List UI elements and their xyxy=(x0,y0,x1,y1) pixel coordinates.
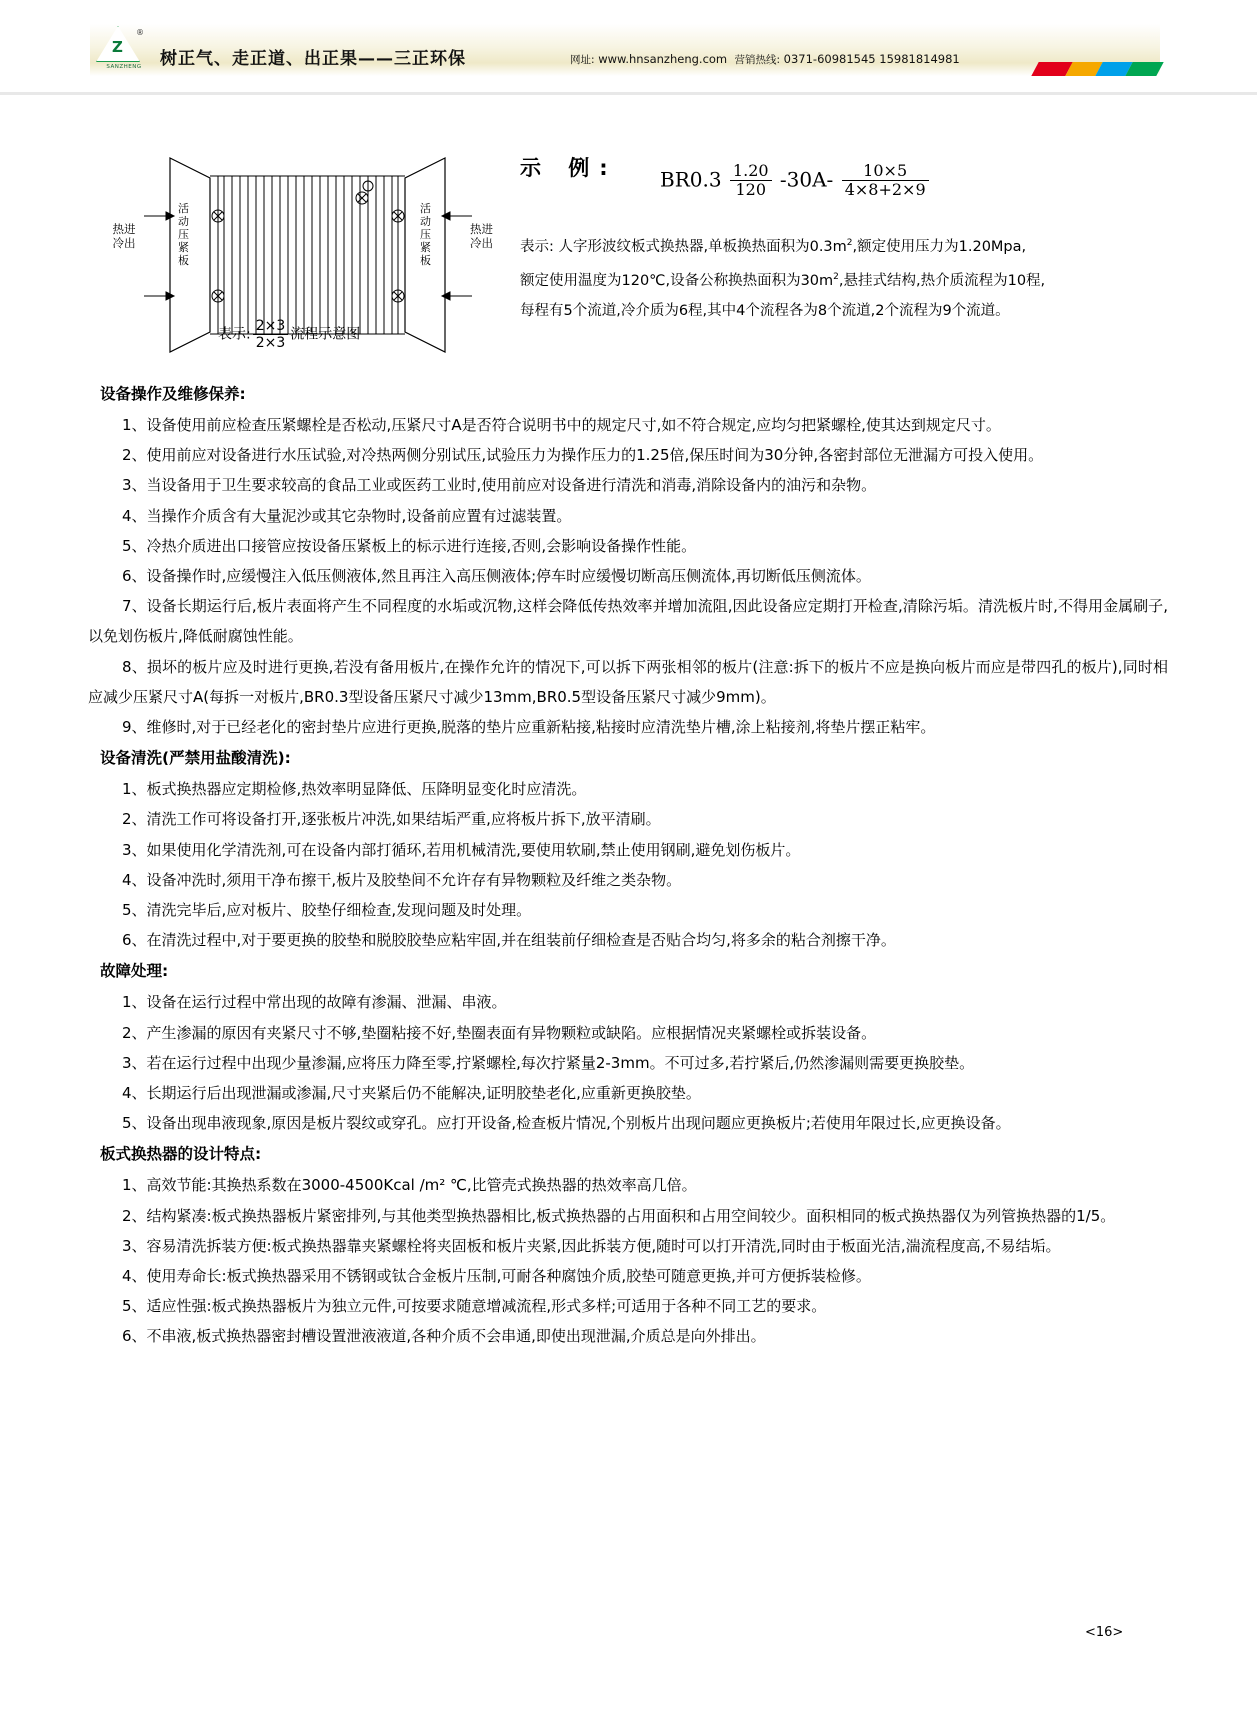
superscript-2a: 2 xyxy=(846,238,853,248)
paragraph: 2、结构紧凑:板式换热器板片紧密排列,与其他类型换热器相比,板式换热器的占用面积和占用空间较少。面积相同的板式换热器仅为列管换热器的1/5。 xyxy=(122,1206,1116,1225)
website-label: 网址: xyxy=(570,54,595,66)
paragraph: 7、设备长期运行后,板片表面将产生不同程度的水垢或沉物,这样会降低传热效率并增加流阻,因此设备应定期打开检查,清除污垢。清洗板片时,不得用金属刷子,以免划伤板片,降低耐腐蚀性能。 xyxy=(88,597,1168,646)
section-title-operation: 设备操作及维修保养: xyxy=(100,385,246,403)
example-title: 示 例: xyxy=(520,156,618,180)
paragraph: 3、当设备用于卫生要求较高的食品工业或医药工业时,使用前应对设备进行清洗和消毒,消除设备内的油污和杂物。 xyxy=(122,476,877,495)
figure-caption xyxy=(218,318,360,351)
formula-fraction-2: $\frac{10\times 5}{4\times 8+2\times 9}$ xyxy=(842,162,929,200)
document-body xyxy=(88,378,1168,1352)
label-left-cold-out: 冷出 xyxy=(112,236,136,250)
paragraph: 1、高效节能:其换热系数在3000-4500Kcal /m² ℃,比管壳式换热器的热效率高几倍。 xyxy=(122,1176,697,1195)
label-right-hot-in: 热进 xyxy=(470,222,493,236)
company-slogan: 树正气、走正道、出正果——三正环保 xyxy=(160,49,466,69)
website-url: www.hnsanzheng.com xyxy=(598,52,728,66)
example-desc-line-3: 每程有5个流道,冷介质为6程,其中4个流程各为8个流道,2个流程为9个流道。 xyxy=(520,302,1010,319)
header-contact xyxy=(570,52,960,67)
superscript-2b: 2 xyxy=(833,271,839,282)
header-colorbar xyxy=(1035,62,1160,76)
paragraph: 4、使用寿命长:板式换热器采用不锈钢或钛合金板片压制,可耐各种腐蚀介质,胶垫可随意更换,并可方便拆装检修。 xyxy=(122,1267,871,1286)
label-right-cold-out: 冷出 xyxy=(470,236,493,250)
paragraph: 6、设备操作时,应缓慢注入低压侧液体,然且再注入高压侧液体;停车时应缓慢切断高压侧流体,再切断低压侧流体。 xyxy=(122,567,871,586)
example-formula xyxy=(660,162,931,200)
section-title-design-features: 板式换热器的设计特点: xyxy=(100,1145,262,1164)
formula-model-base: BR0.3 xyxy=(660,167,722,192)
formula-middle: -30A- xyxy=(779,167,834,192)
paragraph: 1、板式换热器应定期检修,热效率明显降低、压降明显变化时应清洗。 xyxy=(122,780,587,799)
paragraph: 2、清洗工作可将设备打开,逐张板片冲洗,如果结垢严重,应将板片拆下,放平清刷。 xyxy=(122,810,661,829)
paragraph: 5、清洗完毕后,应对板片、胶垫仔细检查,发现问题及时处理。 xyxy=(122,901,532,920)
hotline-label: 营销热线: xyxy=(734,54,780,66)
example-block xyxy=(520,152,1140,319)
hotline-number: 0371-60981545 15981814981 xyxy=(783,52,960,66)
logo-registered-mark: ® xyxy=(136,28,144,37)
paragraph: 9、维修时,对于已经老化的密封垫片应进行更换,脱落的垫片应重新粘接,粘接时应清洗垫片槽,涂上粘接剂,将垫片摆正粘牢。 xyxy=(122,718,936,737)
paragraph: 3、容易清洗拆装方便:板式换热器靠夹紧螺栓将夹固板和板片夹紧,因此拆装方便,随时可以打开清洗,同时由于板面光洁,湍流程度高,不易结垢。 xyxy=(122,1236,1061,1255)
label-left-hot-in: 热进 xyxy=(112,222,136,236)
section-title-troubleshooting: 故障处理: xyxy=(100,962,169,981)
formula-fraction-1: $\frac{1.20}{120}$ xyxy=(730,162,772,200)
example-desc-line-2: 额定使用温度为120℃,设备公称换热面积为30m xyxy=(520,272,834,289)
header-divider xyxy=(0,92,1257,95)
paragraph: 3、如果使用化学清洗剂,可在设备内部打循环,若用机械清洗,要使用软刷,禁止使用钢刷,避免划伤板片。 xyxy=(122,840,801,859)
paragraph: 4、长期运行后出现泄漏或渗漏,尺寸夹紧后仍不能解决,证明胶垫老化,应重新更换胶垫。 xyxy=(122,1084,701,1103)
logo-letter: Z xyxy=(112,38,123,56)
paragraph: 6、不串液,板式换热器密封槽设置泄液液道,各种介质不会串通,即使出现泄漏,介质总是向外排出。 xyxy=(122,1327,766,1346)
page-number: <16> xyxy=(1085,1625,1124,1640)
figure-caption-prefix: 表示: xyxy=(218,326,251,343)
page-header xyxy=(0,0,1257,95)
paragraph: 5、适应性强:板式换热器板片为独立元件,可按要求随意增减流程,形式多样;可适用于各种不同工艺的要求。 xyxy=(122,1297,827,1316)
example-desc-line-1: 表示: 人字形波纹板式换热器,单板换热面积为0.3m xyxy=(520,238,847,255)
paragraph: 8、损坏的板片应及时进行更换,若没有备用板片,在操作允许的情况下,可以拆下两张相邻的板片(注意:拆下的板片不应是换向板片而应是带四孔的板片),同时相应减少压紧尺寸A(每拆一对板片,BR0.3型设备压紧尺寸减少13mm,BR0.5型设备压紧尺寸减少9mm)。 xyxy=(88,657,1168,706)
paragraph: 4、当操作介质含有大量泥沙或其它杂物时,设备前应置有过滤装置。 xyxy=(122,506,572,525)
paragraph: 2、产生渗漏的原因有夹紧尺寸不够,垫圈粘接不好,垫圈表面有异物颗粒或缺陷。应根据情况夹紧螺栓或拆装设备。 xyxy=(122,1023,877,1042)
example-description xyxy=(520,228,1140,326)
paragraph: 4、设备冲洗时,须用干净布擦干,板片及胶垫间不允许存有异物颗粒及纤维之类杂物。 xyxy=(122,870,682,889)
figure-caption-fraction: $\frac{2\times 3}{2\times 3}$ xyxy=(253,318,289,351)
label-left-pressure-plate: 活动压紧板 xyxy=(178,202,189,267)
figure-caption-suffix: 流程示意图 xyxy=(290,326,361,343)
section-title-cleaning: 设备清洗(严禁用盐酸清洗): xyxy=(100,749,291,768)
example-desc-line-1b: ,额定使用压力为1.20Mpa, xyxy=(852,238,1027,255)
company-logo xyxy=(96,26,152,76)
example-desc-line-2b: ,悬挂式结构,热介质流程为10程, xyxy=(838,272,1046,289)
paragraph: 3、若在运行过程中出现少量渗漏,应将压力降至零,拧紧螺栓,每次拧紧量2-3mm。不可过多,若拧紧后,仍然渗漏则需要更换胶垫。 xyxy=(122,1053,975,1072)
paragraph: 5、设备出现串液现象,原因是板片裂纹或穿孔。应打开设备,检查板片情况,个别板片出现问题应更换板片;若使用年限过长,应更换设备。 xyxy=(122,1114,1011,1133)
label-right-pressure-plate: 活动压紧板 xyxy=(420,202,431,267)
paragraph: 6、在清洗过程中,对于要更换的胶垫和脱胶胶垫应粘牢固,并在组装前仔细检查是否贴合均匀,将多余的粘合剂擦干净。 xyxy=(122,931,896,950)
logo-subtext: SANZHENG xyxy=(106,64,142,70)
paragraph: 5、冷热介质进出口接管应按设备压紧板上的标示进行连接,否则,会影响设备操作性能。 xyxy=(122,536,697,555)
paragraph: 2、使用前应对设备进行水压试验,对冷热两侧分别试压,试验压力为操作压力的1.25倍,保压时间为30分钟,各密封部位无泄漏方可投入使用。 xyxy=(122,446,1044,465)
paragraph: 1、设备在运行过程中常出现的故障有渗漏、泄漏、串液。 xyxy=(122,993,507,1012)
paragraph: 1、设备使用前应检查压紧螺栓是否松动,压紧尺寸A是否符合说明书中的规定尺寸,如不符合规定,应均匀把紧螺栓,使其达到规定尺寸。 xyxy=(122,416,1001,434)
